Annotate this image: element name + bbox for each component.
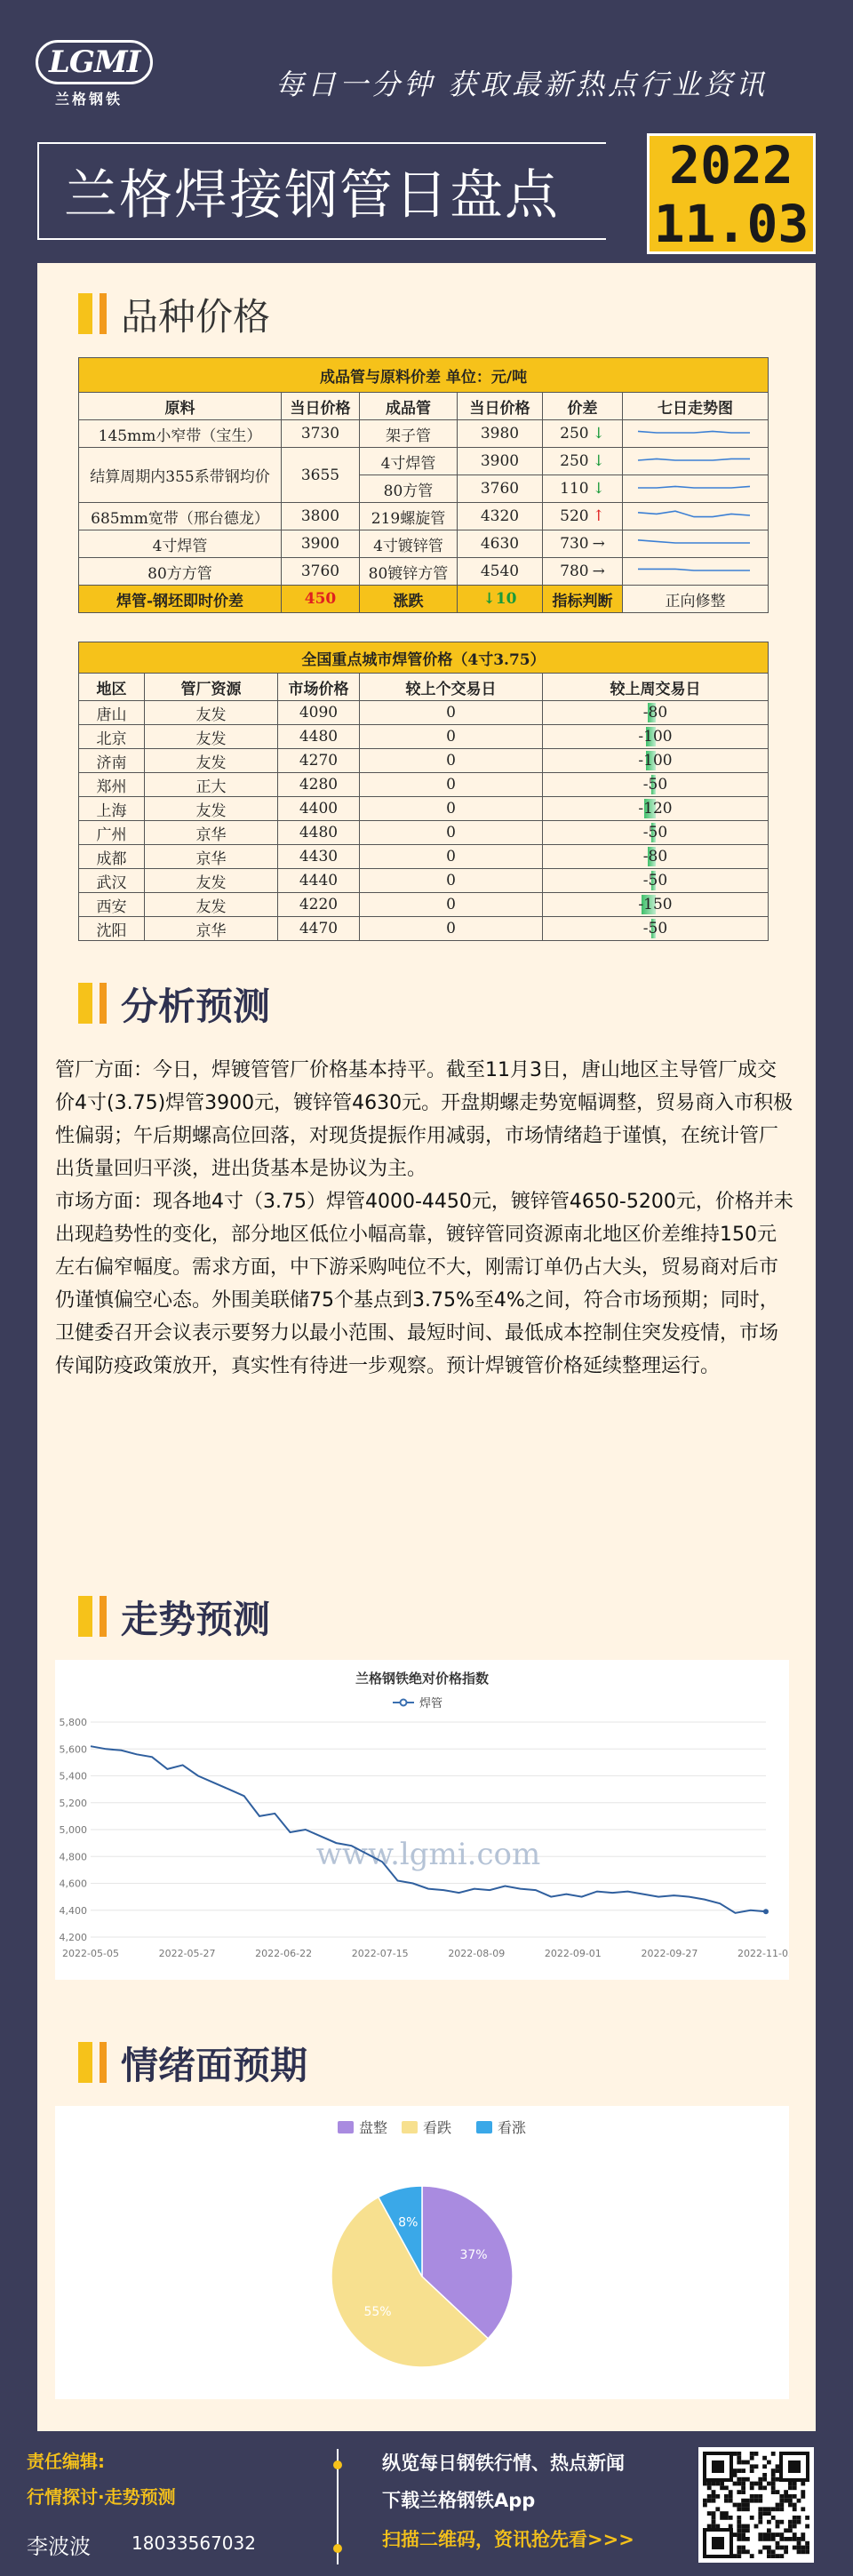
table-row [79, 749, 769, 773]
product-cell: 架子管 [360, 420, 458, 448]
table-header-cell: 当日价格 [282, 393, 360, 420]
sparkline-cell [623, 475, 769, 503]
product-price-cell: 4320 [458, 503, 543, 530]
day-change-cell: 0 [360, 917, 543, 941]
legend-swatch-icon [476, 2121, 492, 2133]
table-row [79, 420, 769, 448]
legend-label: 看涨 [498, 2119, 527, 2136]
page-title: 兰格焊接钢管日盘点 [64, 164, 560, 227]
table-row [79, 701, 769, 725]
price-cell: 4400 [278, 797, 360, 821]
product-price-cell: 3980 [458, 420, 543, 448]
footer-line2: 下载兰格钢铁App [382, 2490, 536, 2511]
week-change-value: -50 [642, 920, 668, 937]
week-change-value: -100 [638, 752, 673, 770]
summary-change: ↓10 [458, 586, 543, 613]
raw-material-cell: 结算周期内355系带钢均价 [79, 448, 282, 503]
price-cell: 4440 [278, 869, 360, 893]
spread-value: 730 [560, 535, 589, 553]
week-change-cell [543, 749, 769, 773]
city-cell: 广州 [79, 821, 145, 845]
x-tick-label: 2022-09-27 [641, 1948, 698, 1959]
week-change-cell [543, 773, 769, 797]
summary-indicator-label: 指标判断 [543, 586, 623, 613]
day-change-cell: 0 [360, 893, 543, 917]
price-cell: 4470 [278, 917, 360, 941]
summary-value: 450 [282, 586, 360, 613]
raw-price-cell: 3800 [282, 503, 360, 530]
product-price-cell: 4540 [458, 558, 543, 586]
city-cell: 唐山 [79, 701, 145, 725]
week-change-value: -80 [642, 848, 668, 865]
product-price-cell: 4630 [458, 530, 543, 558]
city-cell: 北京 [79, 725, 145, 749]
footer-line3[interactable]: 扫描二维码，资讯抢先看>>> [382, 2529, 634, 2550]
date-day: 11.03 [653, 194, 809, 254]
legend-label: 盘整 [359, 2119, 388, 2136]
price-index-svg [55, 1660, 789, 1980]
week-change-cell [543, 725, 769, 749]
footer-divider-icon [320, 2449, 355, 2564]
week-change-cell [543, 797, 769, 821]
week-change-value: -50 [642, 776, 668, 794]
x-tick-label: 2022-08-09 [448, 1948, 506, 1959]
table-row [79, 503, 769, 530]
y-tick-label: 5,000 [59, 1824, 87, 1836]
source-cell: 京华 [145, 821, 278, 845]
table-header-cell: 价差 [543, 393, 623, 420]
section-sentiment-title: 情绪面预期 [121, 2044, 308, 2087]
footer-phone: 18033567032 [132, 2532, 256, 2554]
week-change-cell [543, 917, 769, 941]
sparkline-cell [623, 448, 769, 475]
y-tick-label: 4,600 [59, 1878, 87, 1890]
footer-line1: 纵览每日钢铁行情、热点新闻 [382, 2452, 625, 2474]
spread-direction-icon: ↓ [592, 425, 605, 443]
product-cell: 4寸焊管 [360, 448, 458, 475]
spread-cell [543, 475, 623, 503]
week-change-cell [543, 869, 769, 893]
analysis-paragraph-market: 市场方面：现各地4寸（3.75）焊管4000-4450元，镀锌管4650-5200元，价格并未出现趋势性的变化，部分地区低位小幅高靠，镀锌管同资源南北地区价差维持150元左右偏窄幅度。需求方面，中下游采购吨位不大，刚需订单仍占大头，贸易商对后市仍谨慎偏空心态。外围美联储75个基点到3.75%至4%之间，符合市场预期；同时，卫健委召开会议表示要努力以最小范围、最短时间、最低成本控制住突发疫情，市场传闻防疫政策放开，真实性有待进一步观察。预计焊镀管价格延续整理运行。 [55, 1191, 793, 1377]
chart-title: 兰格钢铁绝对价格指数 [355, 1671, 490, 1687]
price-cell: 4480 [278, 821, 360, 845]
sparkline-cell [623, 530, 769, 558]
x-tick-label: 2022-05-05 [62, 1948, 119, 1959]
date-year: 2022 [669, 135, 793, 195]
footer-column: 行情探讨·走势预测 [27, 2486, 176, 2508]
city-cell: 上海 [79, 797, 145, 821]
week-change-value: -150 [638, 896, 673, 913]
y-tick-label: 5,200 [59, 1797, 87, 1809]
sparkline [634, 479, 758, 498]
week-change-cell [543, 701, 769, 725]
product-cell: 219螺旋管 [360, 503, 458, 530]
sentiment-pie-svg [55, 2106, 789, 2399]
logo-mark: LGMI [36, 40, 153, 84]
legend-series-name: 焊管 [419, 1697, 443, 1711]
city-cell: 西安 [79, 893, 145, 917]
x-tick-label: 2022-06-22 [255, 1948, 313, 1959]
sparkline-path [638, 511, 750, 516]
city-cell: 郑州 [79, 773, 145, 797]
product-price-cell: 3900 [458, 448, 543, 475]
day-change-cell: 0 [360, 845, 543, 869]
x-tick-label: 2022-09-01 [544, 1948, 602, 1959]
price-cell: 4280 [278, 773, 360, 797]
y-tick-label: 5,600 [59, 1743, 87, 1756]
summary-indicator: 正向修整 [623, 586, 769, 613]
week-change-value: -120 [638, 800, 673, 817]
table-header-cell: 七日走势图 [623, 393, 769, 420]
y-tick-label: 5,400 [59, 1770, 87, 1782]
day-change-cell: 0 [360, 821, 543, 845]
y-tick-label: 4,200 [59, 1932, 87, 1943]
raw-material-cell: 4寸焊管 [79, 530, 282, 558]
table-header-cell: 地区 [79, 674, 145, 701]
spread-value: 780 [560, 562, 589, 580]
spread-value: 110 [560, 480, 589, 498]
week-change-value: -50 [642, 872, 668, 889]
table-header-cell: 较上周交易日 [543, 674, 769, 701]
footer-editor-name: 李波波 [27, 2534, 91, 2559]
week-change-value: -80 [642, 704, 668, 722]
day-change-cell: 0 [360, 701, 543, 725]
analysis-text [55, 1054, 794, 1383]
price-cell: 4220 [278, 893, 360, 917]
summary-label: 焊管-钢坯即时价差 [79, 586, 282, 613]
week-change-cell [543, 845, 769, 869]
spread-value: 250 [560, 452, 589, 470]
footer-editor-label: 责任编辑: [27, 2451, 105, 2472]
city-cell: 济南 [79, 749, 145, 773]
sparkline-path [638, 569, 750, 570]
y-tick-label: 5,800 [59, 1717, 87, 1728]
day-change-cell: 0 [360, 725, 543, 749]
legend-swatch-icon [402, 2121, 418, 2133]
raw-price-cell: 3730 [282, 420, 360, 448]
x-tick-label: 2022-05-27 [158, 1948, 216, 1959]
spread-table-caption: 成品管与原料价差 单位：元/吨 [79, 358, 769, 393]
table-header-cell: 管厂资源 [145, 674, 278, 701]
table-row [79, 448, 769, 475]
chart-watermark: www.lgmi.com [315, 1837, 541, 1872]
sparkline [634, 562, 758, 581]
raw-price-cell: 3900 [282, 530, 360, 558]
source-cell: 友发 [145, 749, 278, 773]
pie-slice-label: 37% [459, 2247, 488, 2262]
x-tick-label: 2022-11-03 [737, 1948, 789, 1959]
sparkline-path [638, 431, 750, 433]
source-cell: 友发 [145, 701, 278, 725]
price-cell: 4480 [278, 725, 360, 749]
qr-code-icon[interactable] [698, 2447, 814, 2563]
price-cell: 4090 [278, 701, 360, 725]
day-change-cell: 0 [360, 773, 543, 797]
table-row [79, 893, 769, 917]
product-price-cell: 3760 [458, 475, 543, 503]
section-analysis-title: 分析预测 [121, 985, 271, 1028]
week-change-value: -50 [642, 824, 668, 841]
spread-cell [543, 420, 623, 448]
pie-slice-label: 55% [363, 2304, 392, 2319]
raw-material-cell: 685mm宽带（邢台德龙） [79, 503, 282, 530]
table-header-cell: 原料 [79, 393, 282, 420]
spread-direction-icon: → [592, 535, 605, 553]
table-header-cell: 成品管 [360, 393, 458, 420]
price-index-chart [55, 1660, 789, 1980]
y-tick-label: 4,400 [59, 1904, 87, 1917]
spread-direction-icon: ↑ [592, 507, 605, 525]
table-row [79, 821, 769, 845]
x-tick-label: 2022-07-15 [351, 1948, 409, 1959]
table-row [79, 725, 769, 749]
city-cell: 成都 [79, 845, 145, 869]
source-cell: 京华 [145, 917, 278, 941]
y-tick-label: 4,800 [59, 1851, 87, 1863]
product-cell: 4寸镀锌管 [360, 530, 458, 558]
week-change-cell [543, 821, 769, 845]
spread-direction-icon: ↓ [592, 480, 605, 498]
series-end-point [763, 1909, 769, 1914]
footer [0, 2431, 853, 2576]
spread-cell [543, 503, 623, 530]
logo [36, 40, 142, 111]
spread-cell [543, 448, 623, 475]
spread-value: 250 [560, 425, 589, 443]
day-change-cell: 0 [360, 797, 543, 821]
legend-label: 看跌 [423, 2119, 452, 2136]
legend-swatch-icon [338, 2121, 354, 2133]
table-header-cell: 市场价格 [278, 674, 360, 701]
table-row [79, 558, 769, 586]
source-cell: 京华 [145, 845, 278, 869]
summary-change-label: 涨跌 [360, 586, 458, 613]
city-cell: 沈阳 [79, 917, 145, 941]
city-table-caption: 全国重点城市焊管价格（4寸3.75） [79, 642, 769, 674]
sparkline-cell [623, 420, 769, 448]
spread-cell [543, 558, 623, 586]
sparkline-path [638, 540, 750, 543]
day-change-cell: 0 [360, 869, 543, 893]
sparkline [634, 424, 758, 443]
section-price-title: 品种价格 [121, 295, 271, 339]
price-cell: 4430 [278, 845, 360, 869]
sparkline-path [638, 459, 750, 460]
table-row [79, 530, 769, 558]
spread-value: 520 [560, 507, 589, 525]
source-cell: 友发 [145, 869, 278, 893]
price-cell: 4270 [278, 749, 360, 773]
raw-material-cell: 80方方管 [79, 558, 282, 586]
sparkline [634, 506, 758, 526]
pie-slice-label: 8% [398, 2215, 419, 2230]
sparkline [634, 451, 758, 471]
analysis-paragraph-mill: 管厂方面：今日，焊镀管管厂价格基本持平。截至11月3日，唐山地区主导管厂成交价4寸(3.75)焊管3900元，镀锌管4630元。开盘期螺走势宽幅调整，贸易商入市积极性偏弱；午后期螺高位回落，对现货提振作用减弱，市场情绪趋于谨慎，在统计管厂出货量回归平淡，进出货基本是协议为主。 [55, 1059, 793, 1180]
sentiment-pie-chart [55, 2106, 789, 2399]
sparkline [634, 534, 758, 554]
source-cell: 友发 [145, 893, 278, 917]
spread-cell [543, 530, 623, 558]
legend-marker-icon [401, 1700, 407, 1706]
table-row [79, 869, 769, 893]
table-row [79, 797, 769, 821]
section-trend-title: 走势预测 [121, 1598, 271, 1641]
slogan: 每日一分钟 获取最新热点行业资讯 [275, 68, 769, 101]
logo-subtitle: 兰格钢铁 [54, 91, 123, 108]
source-cell: 友发 [145, 797, 278, 821]
product-cell: 80方管 [360, 475, 458, 503]
day-change-cell: 0 [360, 749, 543, 773]
raw-material-cell: 145mm小窄带（宝生） [79, 420, 282, 448]
raw-price-cell: 3655 [282, 448, 360, 503]
product-cell: 80镀锌方管 [360, 558, 458, 586]
spread-direction-icon: ↓ [592, 452, 605, 470]
table-header-cell: 当日价格 [458, 393, 543, 420]
spread-table [78, 357, 769, 613]
sparkline-path [638, 486, 750, 488]
sparkline-cell [623, 558, 769, 586]
table-row [79, 917, 769, 941]
raw-price-cell: 3760 [282, 558, 360, 586]
table-header-cell: 较上个交易日 [360, 674, 543, 701]
spread-direction-icon: → [592, 562, 605, 580]
city-cell: 武汉 [79, 869, 145, 893]
table-row [79, 845, 769, 869]
table-row [79, 773, 769, 797]
source-cell: 正大 [145, 773, 278, 797]
sparkline-cell [623, 503, 769, 530]
week-change-cell [543, 893, 769, 917]
week-change-value: -100 [638, 728, 673, 746]
city-price-table [78, 642, 769, 941]
source-cell: 友发 [145, 725, 278, 749]
